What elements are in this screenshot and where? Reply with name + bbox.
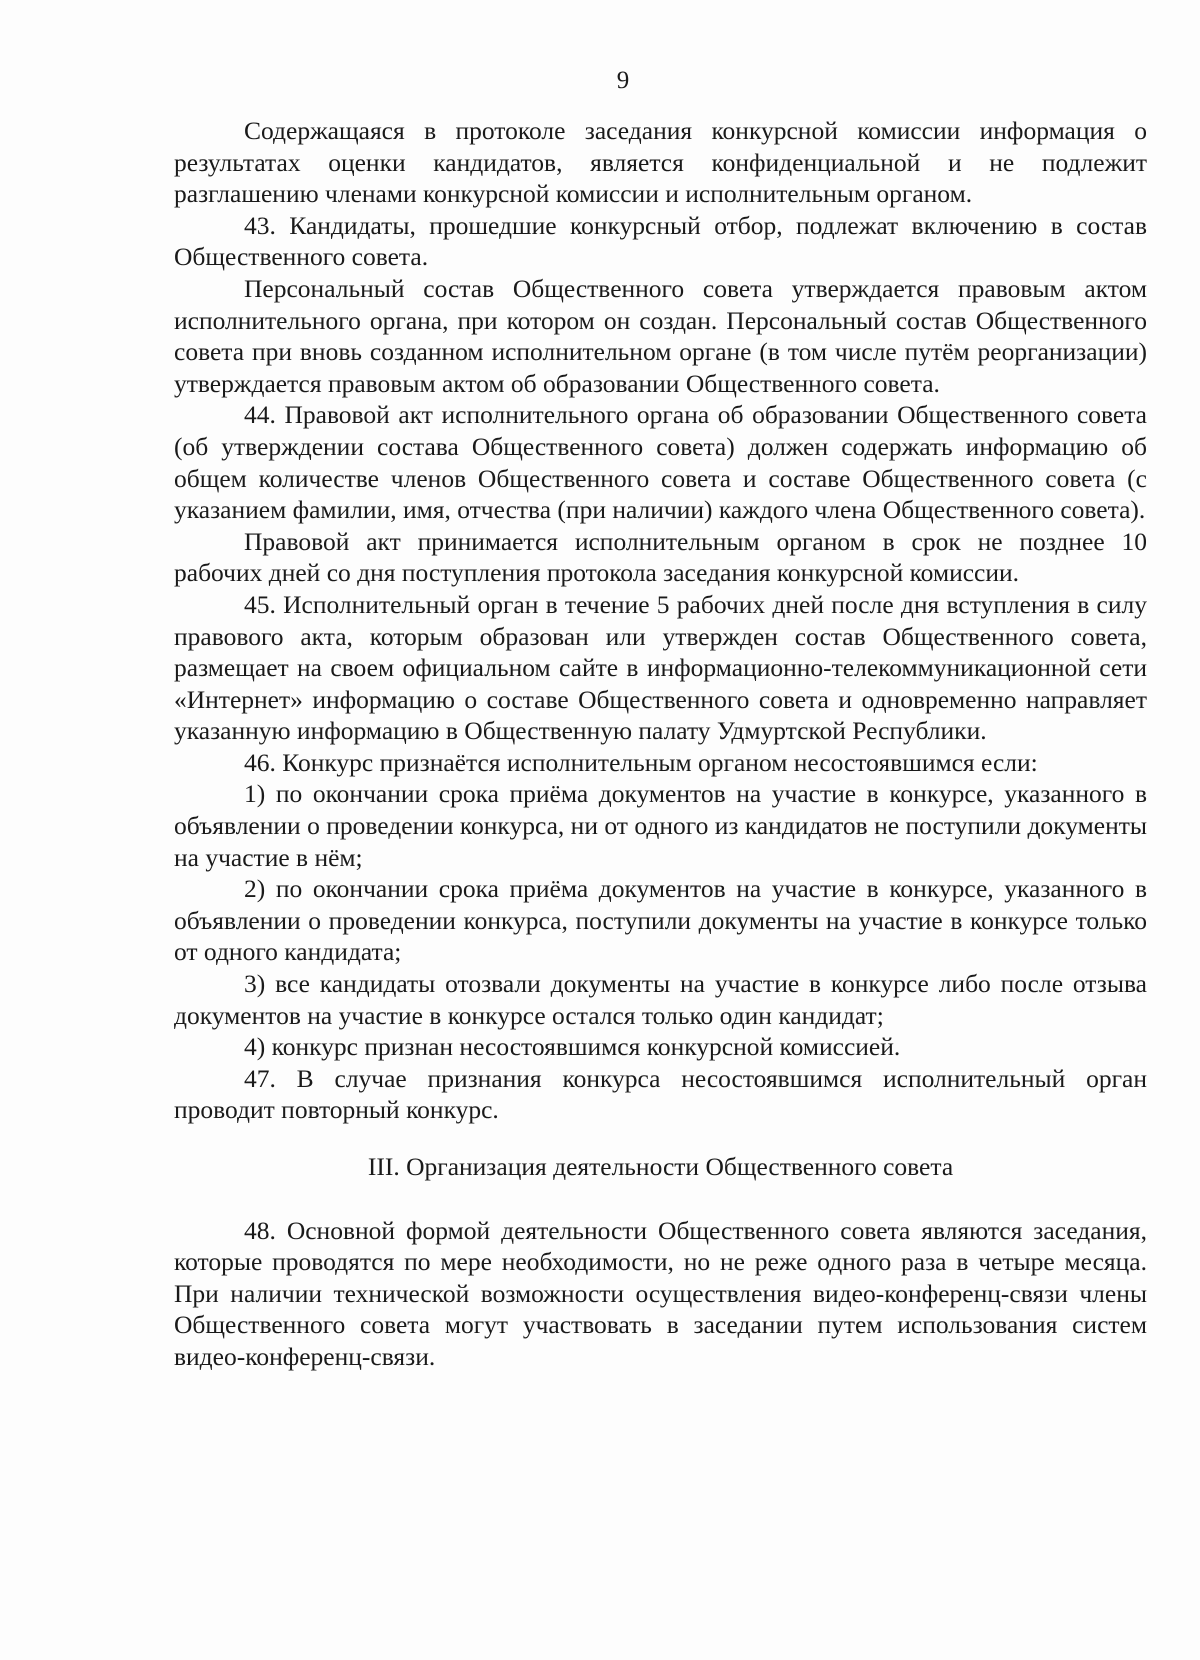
paragraph-45: 45. Исполнительный орган в течение 5 рабочих дней после дня вступления в силу правового акта, которым образован или утвержден состав Общественного совета, размещает на своем официальном сайте в информационно-телекоммуникационной сети «Интернет» информацию о составе Общественного совета и одновременно направляет указанную информацию в Общественную палату Удмуртской Республики.	[174, 589, 1147, 746]
paragraph-personal-composition: Персональный состав Общественного совета утверждается правовым актом исполнительного органа, при котором он создан. Персональный состав Общественного совета при вновь созданном исполнительном органе (в том числе путём реорганизации) утверждается правовым актом об образовании Общественного совета.	[174, 273, 1147, 398]
paragraph-44: 44. Правовой акт исполнительного органа об образовании Общественного совета (об утверждении состава Общественного совета) должен содержать информацию об общем количестве членов Общественного совета и составе Общественного совета (с указанием фамилии, имя, отчества (при наличии) каждого члена Общественного совета).	[174, 400, 1147, 525]
section-heading: III. Организация деятельности Общественного совета	[367, 1152, 954, 1181]
paragraph-47: 47. В случае признания конкурса несостоявшимся исполнительный орган проводит повторный конкурс.	[174, 1063, 1147, 1125]
paragraph-43: 43. Кандидаты, прошедшие конкурсный отбор, подлежат включению в состав Общественного совета.	[174, 210, 1147, 272]
paragraph-confidentiality: Содержащаяся в протоколе заседания конкурсной комиссии информация о результатах оценки кандидатов, является конфиденциальной и не подлежит разглашению членами конкурсной комиссии и исполнительным органом.	[174, 116, 1147, 209]
paragraph-48: 48. Основной формой деятельности Общественного совета являются заседания, которые проводятся по мере необходимости, но не реже одного раза в четыре месяца. При наличии технической возможности осуществления видео-конференц-связи члены Общественного совета могут участвовать в заседании путем использования систем видео-конференц-связи.	[174, 1215, 1147, 1371]
paragraph-46: 46. Конкурс признаётся исполнительным органом несостоявшимся если:	[244, 747, 1038, 777]
paragraph-legal-act-term: Правовой акт принимается исполнительным органом в срок не позднее 10 рабочих дней со дня поступления протокола заседания конкурсной комиссии.	[174, 526, 1147, 588]
page-number: 9	[616, 67, 630, 94]
document-body	[174, 115, 1147, 1373]
list-item-46-2: 2) по окончании срока приёма документов на участие в конкурсе, указанного в объявлении о проведении конкурса, поступили документы на участие в конкурсе только от одного кандидата;	[174, 874, 1147, 967]
list-item-46-1: 1) по окончании срока приёма документов на участие в конкурсе, указанного в объявлении о проведении конкурса, ни от одного из кандидатов не поступили документы на участие в нём;	[174, 779, 1147, 872]
list-item-46-3: 3) все кандидаты отозвали документы на участие в конкурсе либо после отзыва документов на участие в конкурсе остался только один кандидат;	[174, 969, 1147, 1030]
list-item-46-4: 4) конкурс признан несостоявшимся конкурсной комиссией.	[244, 1032, 901, 1062]
